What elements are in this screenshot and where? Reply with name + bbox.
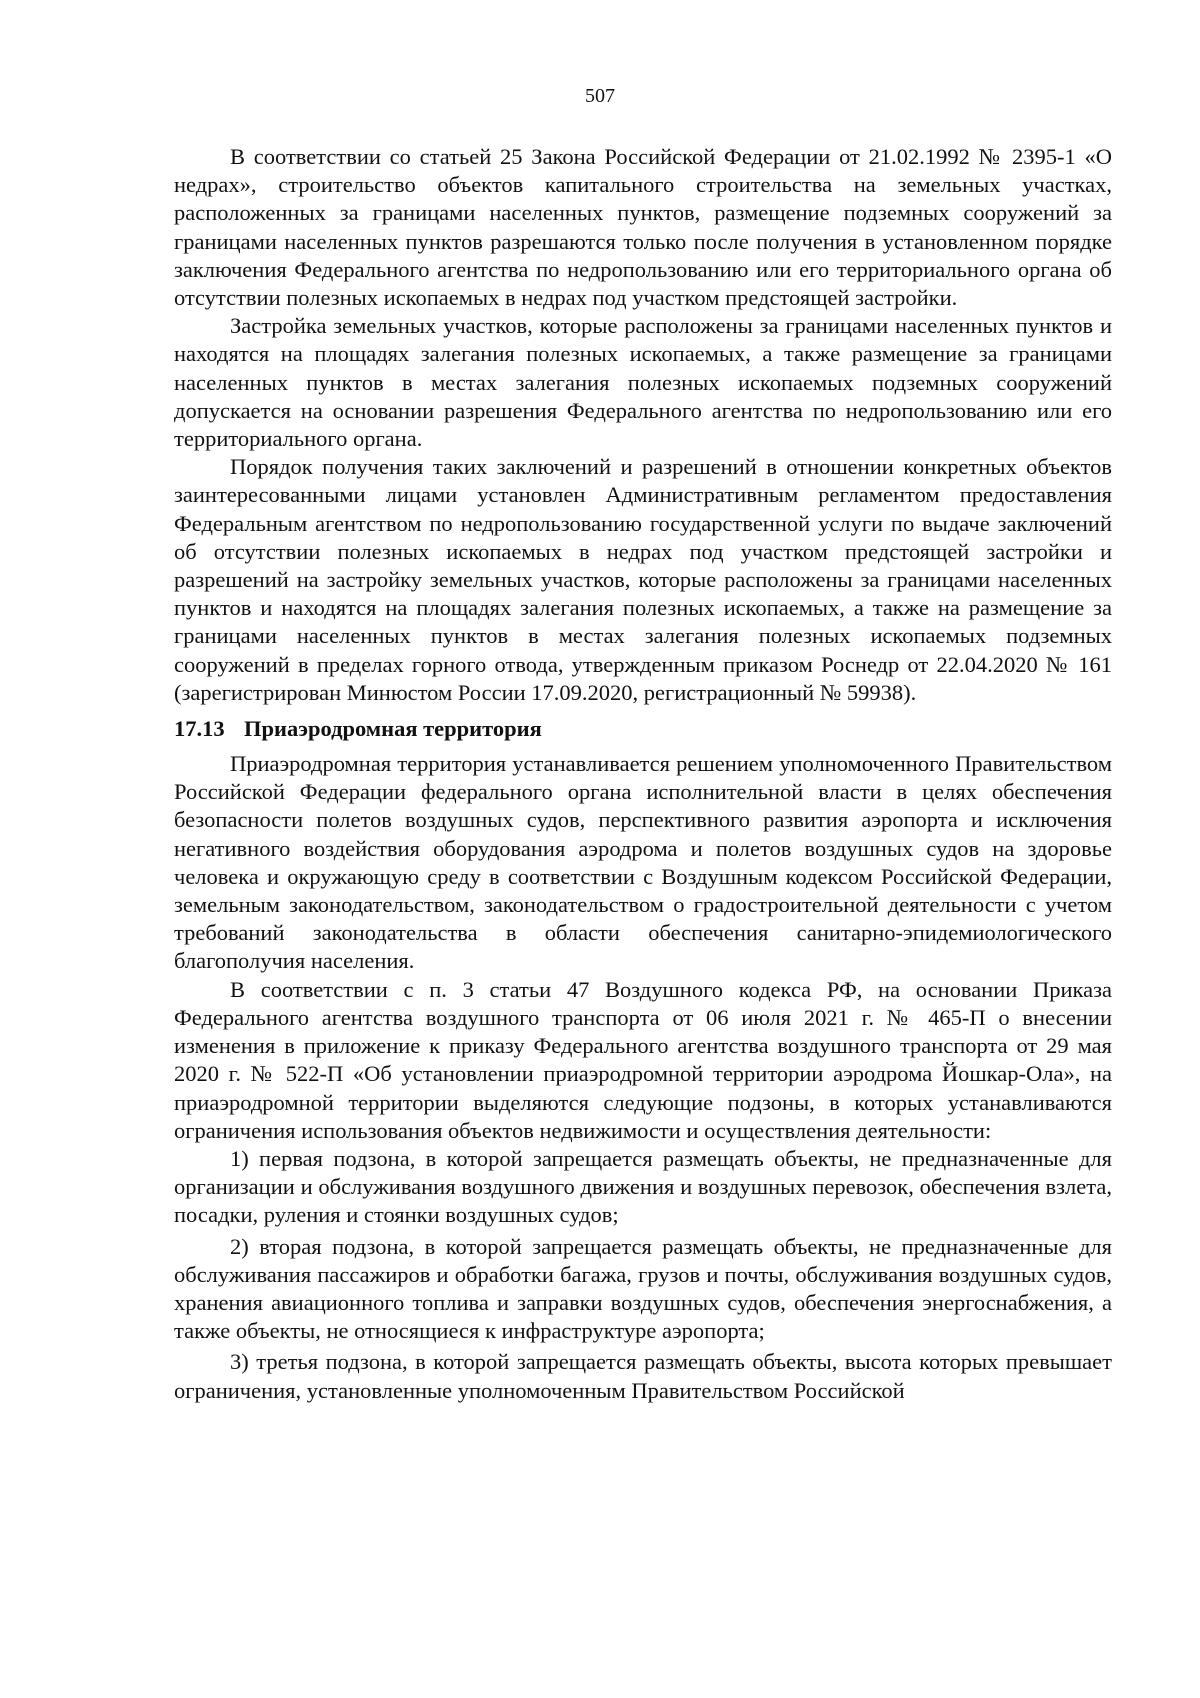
body-paragraph: В соответствии с п. 3 статьи 47 Воздушного кодекса РФ, на основании Приказа Федерального агентства воздушного транспорта от 06 июля 2021 г. № 465-П о внесении изменения в приложение к приказу Федерального агентства воздушного транспорта от 29 мая 2020 г. № 522-П «Об установлении приаэродромной территории аэродрома Йошкар-Ола», на приаэродромной территории выделяются следующие подзоны, в которых устанавливаются ограничения использования объектов недвижимости и осуществления деятельности: (174, 976, 1112, 1143)
document-body (174, 143, 1112, 1408)
body-paragraph: Приаэродромная территория устанавливается решением уполномоченного Правительством Российской Федерации федерального органа исполнительной власти в целях обеспечения безопасности полетов воздушных судов, перспективного развития аэропорта и исключения негативного воздействия оборудования аэродрома и полетов воздушных судов на здоровье человека и окружающую среду в соответствии с Воздушным кодексом Российской Федерации, земельным законодательством, законодательством о градостроительной деятельности с учетом требований законодательства в области обеспечения санитарно-эпидемиологического благополучия населения. (174, 751, 1112, 974)
body-paragraph: В соответствии со статьей 25 Закона Российской Федерации от 21.02.1992 № 2395-1 «О недрах», строительство объектов капитального строительства на земельных участках, расположенных за границами населенных пунктов, размещение подземных сооружений за границами населенных пунктов разрешаются только после получения в установленном порядке заключения Федерального агентства по недропользованию или его территориального органа об отсутствии полезных ископаемых в недрах под участком предстоящей застройки. (174, 144, 1112, 311)
body-paragraph: Порядок получения таких заключений и разрешений в отношении конкретных объектов заинтересованными лицами установлен Административным регламентом предоставления Федеральным агентством по недропользованию государственной услуги по выдаче заключений об отсутствии полезных ископаемых в недрах под участком предстоящей застройки и разрешений на застройку земельных участков, которые расположены за границами населенных пунктов и находятся на площадях залегания полезных ископаемых, а также на размещение за границами населенных пунктов в местах залегания полезных ископаемых подземных сооружений в пределах горного отвода, утвержденным приказом Роснедр от 22.04.2020 № 161 (зарегистрирован Минюстом России 17.09.2020, регистрационный № 59938). (174, 454, 1112, 705)
list-item: 2) вторая подзона, в которой запрещается размещать объекты, не предназначенные для обслуживания пассажиров и обработки багажа, грузов и почты, обслуживания воздушных судов, хранения авиационного топлива и заправки воздушных судов, обеспечения энергоснабжения, а также объекты, не относящиеся к инфраструктуре аэропорта; (174, 1233, 1112, 1344)
section-heading (174, 715, 1112, 743)
page-number: 507 (585, 85, 615, 107)
section-number: 17.13 (174, 716, 225, 742)
section-title: Приаэродромная территория (244, 716, 542, 742)
list-item: 3) третья подзона, в которой запрещается размещать объекты, высота которых превышает ограничения, установленные уполномоченным Правительством Российской (174, 1349, 1112, 1403)
body-paragraph: Застройка земельных участков, которые расположены за границами населенных пунктов и находятся на площадях залегания полезных ископаемых, а также размещение за границами населенных пунктов в местах залегания полезных ископаемых подземных сооружений допускается на основании разрешения Федерального агентства по недропользованию или его территориального органа. (174, 313, 1112, 452)
list-item: 1) первая подзона, в которой запрещается размещать объекты, не предназначенные для организации и обслуживания воздушного движения и воздушных перевозок, обеспечения взлета, посадки, руления и стоянки воздушных судов; (174, 1145, 1112, 1228)
